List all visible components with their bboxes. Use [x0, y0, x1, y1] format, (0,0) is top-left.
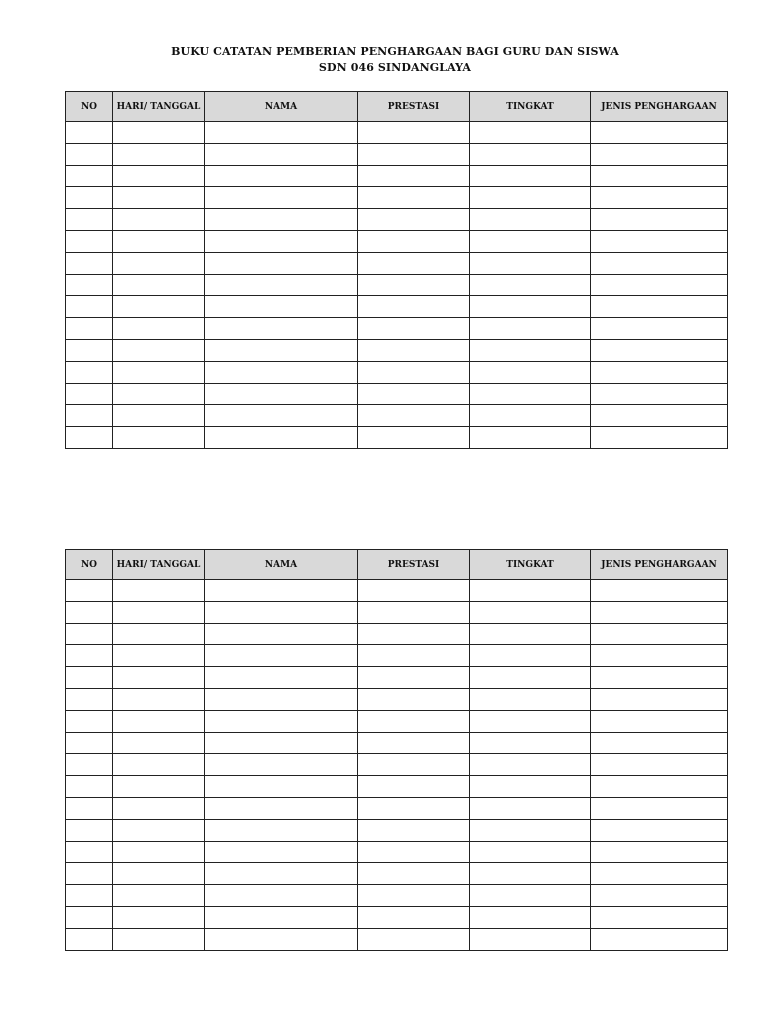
- cell-date: [113, 209, 205, 231]
- column-header-achievement: PRESTASI: [358, 550, 470, 580]
- cell-date: [113, 296, 205, 318]
- table-row: [66, 383, 728, 405]
- cell-name: [205, 841, 358, 863]
- cell-achievement: [358, 405, 470, 427]
- cell-achievement: [358, 427, 470, 449]
- cell-no: [66, 165, 113, 187]
- cell-level: [470, 580, 591, 602]
- cell-date: [113, 580, 205, 602]
- cell-date: [113, 187, 205, 209]
- cell-date: [113, 252, 205, 274]
- cell-no: [66, 296, 113, 318]
- cell-no: [66, 187, 113, 209]
- cell-award-type: [591, 906, 728, 928]
- cell-achievement: [358, 601, 470, 623]
- table-row: [66, 274, 728, 296]
- cell-name: [205, 710, 358, 732]
- cell-award-type: [591, 688, 728, 710]
- cell-no: [66, 601, 113, 623]
- cell-achievement: [358, 754, 470, 776]
- cell-name: [205, 122, 358, 144]
- cell-award-type: [591, 318, 728, 340]
- cell-level: [470, 383, 591, 405]
- cell-name: [205, 688, 358, 710]
- cell-award-type: [591, 187, 728, 209]
- cell-date: [113, 797, 205, 819]
- cell-name: [205, 863, 358, 885]
- cell-level: [470, 427, 591, 449]
- cell-no: [66, 623, 113, 645]
- table-row: [66, 776, 728, 798]
- cell-level: [470, 252, 591, 274]
- cell-name: [205, 732, 358, 754]
- table-row: [66, 688, 728, 710]
- table-row: [66, 143, 728, 165]
- table-header-row: [66, 92, 728, 122]
- cell-award-type: [591, 252, 728, 274]
- cell-level: [470, 754, 591, 776]
- cell-date: [113, 339, 205, 361]
- cell-date: [113, 645, 205, 667]
- cell-name: [205, 427, 358, 449]
- table-row: [66, 187, 728, 209]
- cell-achievement: [358, 906, 470, 928]
- cell-level: [470, 318, 591, 340]
- cell-achievement: [358, 710, 470, 732]
- cell-date: [113, 885, 205, 907]
- cell-no: [66, 688, 113, 710]
- cell-date: [113, 601, 205, 623]
- table-row: [66, 318, 728, 340]
- table-row: [66, 252, 728, 274]
- cell-no: [66, 754, 113, 776]
- cell-level: [470, 122, 591, 144]
- cell-name: [205, 383, 358, 405]
- cell-achievement: [358, 885, 470, 907]
- cell-name: [205, 143, 358, 165]
- table-row: [66, 667, 728, 689]
- cell-award-type: [591, 732, 728, 754]
- column-header-achievement: PRESTASI: [358, 92, 470, 122]
- cell-achievement: [358, 339, 470, 361]
- cell-award-type: [591, 383, 728, 405]
- cell-level: [470, 710, 591, 732]
- table-body: [66, 580, 728, 951]
- cell-award-type: [591, 885, 728, 907]
- cell-level: [470, 230, 591, 252]
- document-title: [0, 44, 768, 76]
- cell-award-type: [591, 819, 728, 841]
- cell-date: [113, 405, 205, 427]
- cell-level: [470, 623, 591, 645]
- cell-date: [113, 122, 205, 144]
- cell-no: [66, 885, 113, 907]
- cell-level: [470, 274, 591, 296]
- cell-date: [113, 318, 205, 340]
- cell-date: [113, 819, 205, 841]
- table-row: [66, 863, 728, 885]
- cell-level: [470, 645, 591, 667]
- cell-award-type: [591, 645, 728, 667]
- cell-award-type: [591, 841, 728, 863]
- cell-date: [113, 906, 205, 928]
- cell-no: [66, 841, 113, 863]
- cell-achievement: [358, 252, 470, 274]
- cell-level: [470, 819, 591, 841]
- cell-level: [470, 361, 591, 383]
- table-row: [66, 623, 728, 645]
- column-header-award-type: JENIS PENGHARGAAN: [591, 92, 728, 122]
- cell-no: [66, 230, 113, 252]
- cell-award-type: [591, 122, 728, 144]
- title-line-1: BUKU CATATAN PEMBERIAN PENGHARGAAN BAGI GURU DAN SISWA: [171, 45, 619, 58]
- cell-name: [205, 819, 358, 841]
- cell-award-type: [591, 580, 728, 602]
- cell-no: [66, 405, 113, 427]
- table-row: [66, 427, 728, 449]
- cell-name: [205, 230, 358, 252]
- table-row: [66, 645, 728, 667]
- cell-name: [205, 296, 358, 318]
- cell-date: [113, 143, 205, 165]
- cell-award-type: [591, 754, 728, 776]
- cell-name: [205, 601, 358, 623]
- cell-name: [205, 209, 358, 231]
- cell-no: [66, 361, 113, 383]
- cell-level: [470, 339, 591, 361]
- cell-no: [66, 863, 113, 885]
- cell-level: [470, 667, 591, 689]
- table-row: [66, 754, 728, 776]
- table-row: [66, 601, 728, 623]
- cell-name: [205, 885, 358, 907]
- column-header-level: TINGKAT: [470, 92, 591, 122]
- cell-no: [66, 819, 113, 841]
- cell-level: [470, 776, 591, 798]
- table-row: [66, 928, 728, 950]
- cell-award-type: [591, 296, 728, 318]
- cell-achievement: [358, 361, 470, 383]
- cell-award-type: [591, 601, 728, 623]
- cell-achievement: [358, 230, 470, 252]
- cell-level: [470, 296, 591, 318]
- cell-level: [470, 601, 591, 623]
- table-row: [66, 405, 728, 427]
- cell-name: [205, 754, 358, 776]
- table-row: [66, 819, 728, 841]
- cell-achievement: [358, 165, 470, 187]
- cell-achievement: [358, 187, 470, 209]
- cell-no: [66, 274, 113, 296]
- table-row: [66, 732, 728, 754]
- title-line-2: SDN 046 SINDANGLAYA: [318, 61, 472, 74]
- cell-award-type: [591, 405, 728, 427]
- cell-award-type: [591, 776, 728, 798]
- cell-date: [113, 710, 205, 732]
- cell-achievement: [358, 143, 470, 165]
- cell-date: [113, 427, 205, 449]
- cell-no: [66, 928, 113, 950]
- column-header-award-type: JENIS PENGHARGAAN: [591, 550, 728, 580]
- cell-name: [205, 906, 358, 928]
- cell-level: [470, 143, 591, 165]
- column-header-name: NAMA: [205, 550, 358, 580]
- cell-name: [205, 187, 358, 209]
- cell-achievement: [358, 819, 470, 841]
- cell-no: [66, 427, 113, 449]
- cell-name: [205, 928, 358, 950]
- cell-award-type: [591, 209, 728, 231]
- cell-level: [470, 863, 591, 885]
- cell-date: [113, 863, 205, 885]
- cell-name: [205, 361, 358, 383]
- table-row: [66, 230, 728, 252]
- cell-level: [470, 209, 591, 231]
- cell-date: [113, 688, 205, 710]
- cell-achievement: [358, 623, 470, 645]
- cell-name: [205, 405, 358, 427]
- cell-achievement: [358, 274, 470, 296]
- cell-no: [66, 318, 113, 340]
- table-body: [66, 122, 728, 449]
- cell-no: [66, 732, 113, 754]
- cell-level: [470, 165, 591, 187]
- cell-achievement: [358, 580, 470, 602]
- cell-achievement: [358, 122, 470, 144]
- cell-award-type: [591, 339, 728, 361]
- cell-date: [113, 623, 205, 645]
- table-row: [66, 797, 728, 819]
- cell-award-type: [591, 230, 728, 252]
- cell-no: [66, 645, 113, 667]
- cell-date: [113, 841, 205, 863]
- table-row: [66, 906, 728, 928]
- cell-name: [205, 797, 358, 819]
- cell-date: [113, 165, 205, 187]
- cell-award-type: [591, 797, 728, 819]
- cell-no: [66, 776, 113, 798]
- cell-achievement: [358, 667, 470, 689]
- cell-no: [66, 339, 113, 361]
- cell-level: [470, 405, 591, 427]
- cell-award-type: [591, 361, 728, 383]
- cell-award-type: [591, 427, 728, 449]
- cell-award-type: [591, 143, 728, 165]
- cell-award-type: [591, 863, 728, 885]
- table-row: [66, 165, 728, 187]
- cell-name: [205, 339, 358, 361]
- cell-no: [66, 906, 113, 928]
- cell-date: [113, 230, 205, 252]
- cell-award-type: [591, 710, 728, 732]
- cell-date: [113, 667, 205, 689]
- cell-no: [66, 580, 113, 602]
- cell-award-type: [591, 667, 728, 689]
- cell-achievement: [358, 688, 470, 710]
- table-row: [66, 361, 728, 383]
- cell-date: [113, 361, 205, 383]
- column-header-no: NO: [66, 550, 113, 580]
- cell-award-type: [591, 274, 728, 296]
- cell-name: [205, 623, 358, 645]
- column-header-date: HARI/ TANGGAL: [113, 550, 205, 580]
- cell-award-type: [591, 928, 728, 950]
- cell-achievement: [358, 296, 470, 318]
- cell-no: [66, 797, 113, 819]
- cell-date: [113, 732, 205, 754]
- cell-level: [470, 732, 591, 754]
- cell-level: [470, 797, 591, 819]
- cell-achievement: [358, 383, 470, 405]
- table-header-row: [66, 550, 728, 580]
- table-row: [66, 885, 728, 907]
- cell-date: [113, 776, 205, 798]
- cell-no: [66, 252, 113, 274]
- table-row: [66, 710, 728, 732]
- cell-no: [66, 143, 113, 165]
- cell-level: [470, 906, 591, 928]
- cell-name: [205, 667, 358, 689]
- column-header-level: TINGKAT: [470, 550, 591, 580]
- cell-date: [113, 754, 205, 776]
- award-record-table-1: [65, 91, 728, 449]
- cell-no: [66, 383, 113, 405]
- cell-name: [205, 318, 358, 340]
- table-row: [66, 122, 728, 144]
- cell-no: [66, 209, 113, 231]
- cell-achievement: [358, 776, 470, 798]
- cell-achievement: [358, 841, 470, 863]
- cell-level: [470, 688, 591, 710]
- cell-name: [205, 165, 358, 187]
- cell-level: [470, 841, 591, 863]
- cell-achievement: [358, 863, 470, 885]
- cell-name: [205, 252, 358, 274]
- table-row: [66, 296, 728, 318]
- cell-name: [205, 274, 358, 296]
- cell-date: [113, 383, 205, 405]
- cell-award-type: [591, 165, 728, 187]
- cell-achievement: [358, 209, 470, 231]
- cell-achievement: [358, 797, 470, 819]
- cell-name: [205, 580, 358, 602]
- table-row: [66, 580, 728, 602]
- cell-level: [470, 187, 591, 209]
- cell-achievement: [358, 645, 470, 667]
- cell-award-type: [591, 623, 728, 645]
- column-header-no: NO: [66, 92, 113, 122]
- cell-achievement: [358, 318, 470, 340]
- cell-achievement: [358, 732, 470, 754]
- cell-name: [205, 645, 358, 667]
- table-row: [66, 841, 728, 863]
- cell-achievement: [358, 928, 470, 950]
- cell-no: [66, 710, 113, 732]
- table-row: [66, 209, 728, 231]
- cell-date: [113, 274, 205, 296]
- cell-date: [113, 928, 205, 950]
- cell-name: [205, 776, 358, 798]
- award-record-table-2: [65, 549, 728, 951]
- cell-no: [66, 667, 113, 689]
- column-header-name: NAMA: [205, 92, 358, 122]
- column-header-date: HARI/ TANGGAL: [113, 92, 205, 122]
- cell-no: [66, 122, 113, 144]
- cell-level: [470, 885, 591, 907]
- cell-level: [470, 928, 591, 950]
- table-row: [66, 339, 728, 361]
